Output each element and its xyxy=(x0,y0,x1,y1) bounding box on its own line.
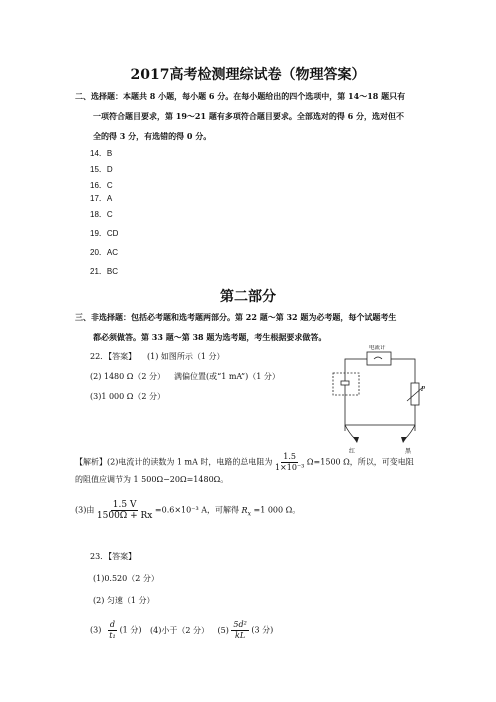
red-probe-wire xyxy=(345,425,355,439)
q22-analysis-post: Ω=1500 Ω，所以，可变电阻 xyxy=(306,457,414,467)
q23-fraction-5 xyxy=(231,620,248,641)
black-probe-icon xyxy=(401,437,407,443)
q23-answer-3-line xyxy=(90,620,273,641)
galvanometer-symbol xyxy=(367,352,391,365)
rx-symbol: $R_x$ xyxy=(241,505,251,518)
q23-fraction-3-numerator: d xyxy=(109,620,116,629)
q22-answer-3: (3)1 000 Ω（2 分） xyxy=(90,392,166,401)
mc-answer-20: 20．AC xyxy=(90,248,119,257)
meter-label: 电流计 xyxy=(369,345,386,351)
q22-fraction-1-denominator: 1×10⁻³ xyxy=(274,463,305,472)
circuit-diagram xyxy=(325,345,425,455)
q22-answer-1: (1) 如图所示（1 分） xyxy=(147,352,225,361)
black-probe-wire xyxy=(405,425,415,439)
q23-fraction-3-denominator: t₁ xyxy=(109,631,116,640)
q23-fraction-5-numerator: 5d² xyxy=(233,620,247,629)
q22-step-3-post: =1 000 Ω。 xyxy=(253,505,301,515)
mc-answer-21: 21．BC xyxy=(90,267,119,276)
mc-answer-15: 15．D xyxy=(90,165,113,174)
section-two-line-3: 全的得 3 分，有选错的得 0 分。 xyxy=(93,131,212,141)
section-two-line-2: 一项符合题目要求，第 19～21 题有多项符合题目要求。全部选对的得 6 分，选对但不 xyxy=(93,111,404,121)
q23-answer-4: (4)小于（2 分） xyxy=(149,625,209,635)
circuit-wire-loop xyxy=(345,359,415,425)
q22-analysis-line-2: 的阻值应调节为 1 500Ω−20Ω=1480Ω。 xyxy=(75,475,229,484)
q23-answer-3-pre: (3) xyxy=(90,625,102,635)
q23-answer-3-score: (1 分) xyxy=(119,625,142,635)
q22-analysis-pre: 【解析】(2)电流计的读数为 1 mA 时，电路的总电阻为 xyxy=(75,457,273,467)
q22-step-3 xyxy=(75,500,300,521)
section-three-line-2: 都必须做答。第 33 题～第 38 题为选考题，考生根据要求做答。 xyxy=(93,332,327,342)
q23-heading: 23．【答案】 xyxy=(90,552,137,561)
mc-answer-18: 18．C xyxy=(90,210,113,219)
document-title: 2017高考检测理综试卷（物理答案） xyxy=(130,67,366,83)
mc-answer-16: 16．C xyxy=(90,181,113,190)
q23-answer-2: (2) 匀速（1 分） xyxy=(93,596,155,605)
q22-fraction-2-numerator: 1.5 V xyxy=(112,500,137,510)
q23-answer-1: (1)0.520（2 分） xyxy=(93,574,159,583)
resistor-label: P xyxy=(421,386,425,393)
section-two-line-1: 二、选择题：本题共 8 小题，每小题 6 分。在每小题给出的四个选项中，第 14～18 题只有 xyxy=(75,91,406,101)
mc-answer-19: 19．CD xyxy=(90,229,119,238)
battery-symbol xyxy=(341,381,349,385)
q22-analysis-line-1 xyxy=(75,452,414,473)
q22-step-3-pre: (3)由 xyxy=(75,505,95,515)
q22-fraction-2-denominator: 1500Ω + Rx xyxy=(96,511,153,521)
section-three-line-1: 三、非选择题：包括必考题和选考题两部分。第 22 题～第 32 题为必考题，每个试题考生 xyxy=(75,312,397,322)
red-terminal-label: 红 xyxy=(349,448,356,455)
q22-step-3-mid: =0.6×10⁻³ A，可解得 xyxy=(154,505,239,515)
q23-answer-5-score: (3 分) xyxy=(251,625,274,635)
q22-answer-2b: 满偏位置(或“1 mA”)（1 分） xyxy=(174,372,280,381)
q23-answer-5-pre: (5) xyxy=(217,625,229,635)
mc-answer-14: 14．B xyxy=(90,149,113,158)
q22-heading: 22．【答案】 xyxy=(90,352,137,361)
q23-fraction-5-denominator: kL xyxy=(235,631,246,640)
black-terminal-label: 黑 xyxy=(405,448,412,455)
q22-fraction-1 xyxy=(275,452,304,473)
q22-fraction-2 xyxy=(97,500,152,521)
q22-answer-2: (2) 1480 Ω（2 分） xyxy=(90,372,166,381)
red-probe-icon xyxy=(353,437,359,443)
q23-fraction-3 xyxy=(108,620,117,641)
mc-answer-17: 17．A xyxy=(90,194,113,203)
q22-fraction-1-numerator: 1.5 xyxy=(283,452,297,461)
part-two-title: 第二部分 xyxy=(220,289,276,305)
